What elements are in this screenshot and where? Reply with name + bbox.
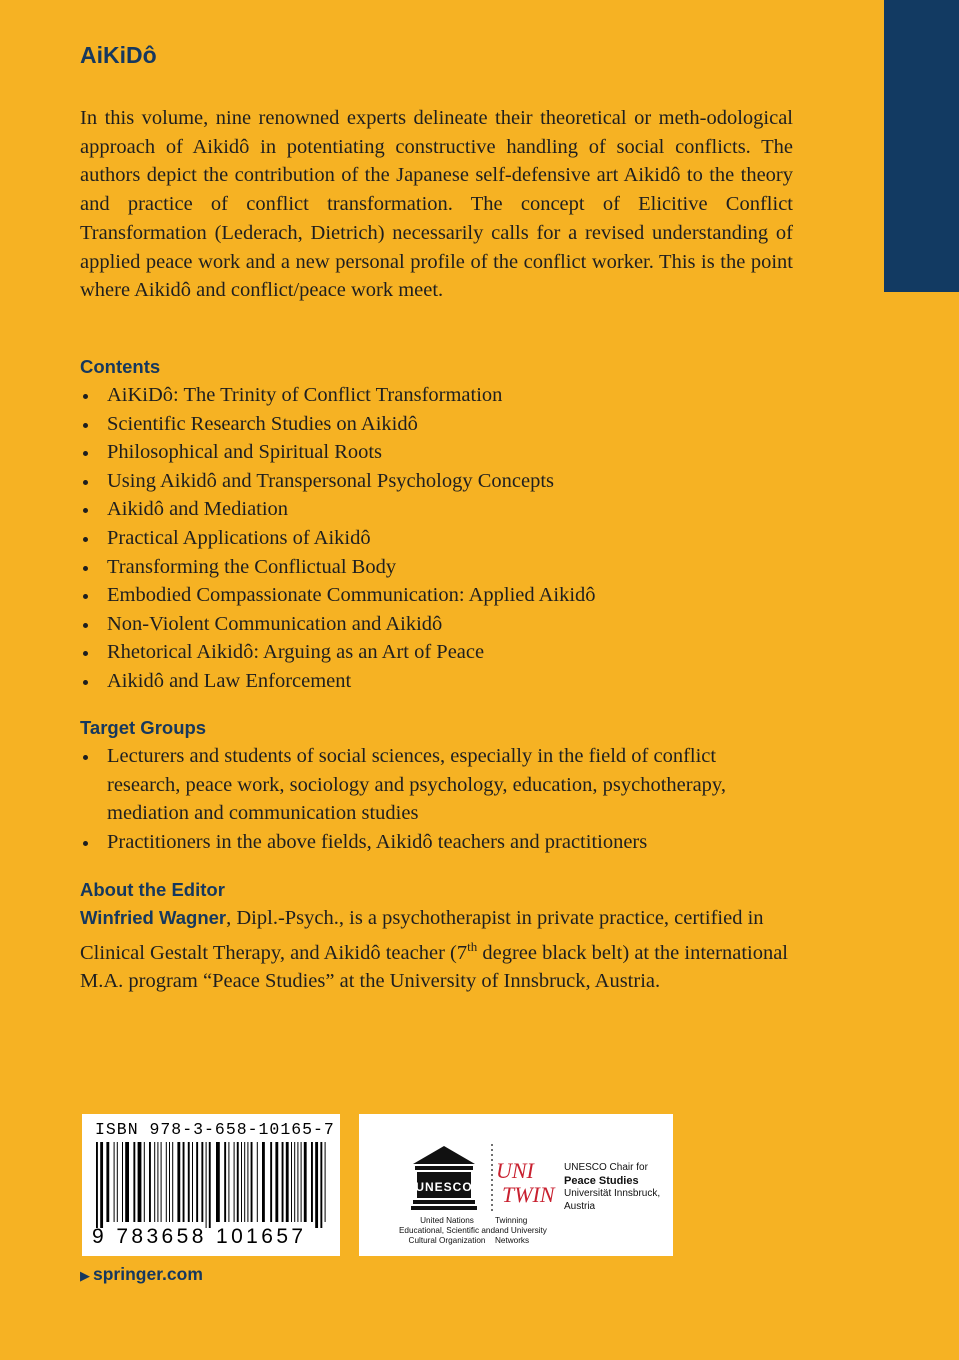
isbn-text: ISBN 978-3-658-10165-7 [95,1120,335,1139]
list-item: Aikidô and Law Enforcement [80,667,800,696]
barcode-bar [304,1142,307,1222]
unitwin-caption [495,1216,547,1246]
barcode-bar [325,1142,326,1222]
unitwin-word-twin: TWIN [502,1182,555,1207]
unitwin-caption-line: and University [495,1226,547,1235]
about-editor-heading: About the Editor [80,879,225,900]
barcode-bar [183,1142,185,1222]
unesco-temple-icon [411,1144,477,1214]
barcode-bar [244,1142,245,1222]
barcode-bar [133,1142,135,1222]
barcode-bar [166,1142,167,1222]
editor-bio-text-1: , Dipl.-Psych., is a psychotherapist in private practice, certified in Clinical Gestalt Therapy, and Aikidô teacher (7 [80,907,764,964]
barcode-bar [96,1142,98,1228]
editor-bio-text-2: degree black belt) at the international M.A. program “Peace Studies” at the University of Innsbruck, Austria. [80,941,789,993]
barcode-bar [177,1142,180,1222]
barcode-bar [201,1142,203,1222]
list-item: Aikidô and Mediation [80,495,800,524]
barcode-bar [247,1142,248,1222]
list-item: Non-Violent Communication and Aikidô [80,610,800,639]
barcode-bar [216,1142,220,1222]
contents-list [80,381,800,696]
list-item: Practitioners in the above fields, Aikidô teachers and practitioners [80,828,740,857]
list-item: Transforming the Conflictual Body [80,553,800,582]
list-item: Rhetorical Aikidô: Arguing as an Art of Peace [80,638,800,667]
list-item: Embodied Compassionate Communication: Applied Aikidô [80,581,800,610]
barcode-bar [228,1142,229,1222]
unitwin-logo [490,1144,560,1214]
barcode-bar [196,1142,198,1222]
unitwin-caption-line: Networks [495,1236,530,1245]
barcode-bar [291,1142,292,1222]
barcode-bar [161,1142,162,1222]
list-item: Lecturers and students of social sciences, especially in the field of conflict research, peace work, sociology and psychology, education, psychotherapy, mediation and communication studies [80,742,740,828]
barcode-bar [149,1142,151,1222]
play-arrow-icon: ▶ [80,1268,90,1283]
barcode-bar [125,1142,129,1222]
barcode-bar [275,1142,278,1222]
unesco-caption-line: Educational, Scientific and [398,1226,496,1235]
unesco-caption-line: United Nations [420,1216,474,1225]
barcode-bar [234,1142,235,1222]
barcode-bar [262,1142,265,1222]
contents-heading: Contents [80,356,161,377]
unitwin-caption-line: Twinning [495,1216,528,1225]
unesco-caption-line: Cultural Organization [408,1236,486,1245]
side-color-bar [884,0,959,292]
list-item: Philosophical and Spiritual Roots [80,438,800,467]
barcode-bar [206,1142,207,1228]
barcode-bar [224,1142,226,1222]
barcode-bar [311,1142,313,1222]
barcode-digits: 9 783658 101657 [92,1225,307,1248]
barcode-bar [169,1142,170,1222]
barcode-bar [209,1142,211,1228]
barcode-bar [122,1142,123,1222]
logo-panel [359,1114,673,1256]
list-item: AiKiDô: The Trinity of Conflict Transformation [80,381,800,410]
barcode-bar [286,1142,289,1222]
barcode-bar [257,1142,258,1222]
barcode-bar [241,1142,242,1222]
barcode-bar [192,1142,193,1222]
list-item: Using Aikidô and Transpersonal Psychology Concepts [80,467,800,496]
book-title: AiKiDô [80,42,157,68]
barcode-bar [144,1142,145,1222]
chair-line: UNESCO Chair for [564,1162,648,1173]
chair-line: Austria [564,1200,596,1212]
barcode-bar [301,1142,302,1222]
barcode-bar [270,1142,272,1222]
editor-bio-superscript: th [467,938,478,954]
barcode-bar [117,1142,118,1222]
barcode-bar [106,1142,109,1222]
barcode-bar [297,1142,298,1222]
barcode-bar [172,1142,173,1222]
editor-bio [80,904,793,996]
barcode-bar [282,1142,284,1222]
unitwin-word-uni: UNI [496,1158,534,1183]
barcode-bar [251,1142,253,1222]
intro-paragraph: In this volume, nine renowned experts delineate their theoretical or meth-odological approach of Aikidô in potentiating constructive handling of social conflicts. The authors depict the contribution of the Japanese self-defensive art Aikidô to the theory and practice of conflict transformation. The concept of Elicitive Conflict Transformation (Lederach, Dietrich) necessarily calls for a revised understanding of applied peace work and a new personal profile of the conflict worker. This is the point where Aikidô and conflict/peace work meet. [80,107,793,302]
chair-line: Universität Innsbruck, [564,1188,661,1199]
barcode-bar [188,1142,190,1222]
publisher-link[interactable] [80,1264,203,1285]
barcode-bar [114,1142,115,1222]
target-groups-heading: Target Groups [80,717,207,738]
chair-line-bold: Peace Studies [564,1174,639,1187]
barcode-bar [157,1142,158,1222]
list-item: Practical Applications of Aikidô [80,524,800,553]
list-item: Scientific Research Studies on Aikidô [80,410,800,439]
publisher-url: springer.com [93,1264,203,1284]
editor-name: Winfried Wagner [80,907,227,928]
barcode-bar [315,1142,318,1228]
unesco-chair-text [564,1162,660,1213]
unesco-word: UNESCO [415,1180,473,1194]
barcode-panel [82,1114,340,1256]
target-groups-list [80,742,740,856]
barcode-bar [100,1142,103,1228]
barcode-bar [320,1142,322,1228]
barcode-bar [138,1142,142,1222]
barcode-bar [294,1142,295,1222]
barcode-icon [88,1142,334,1228]
barcode-bar [154,1142,155,1222]
barcode-bar [237,1142,239,1222]
